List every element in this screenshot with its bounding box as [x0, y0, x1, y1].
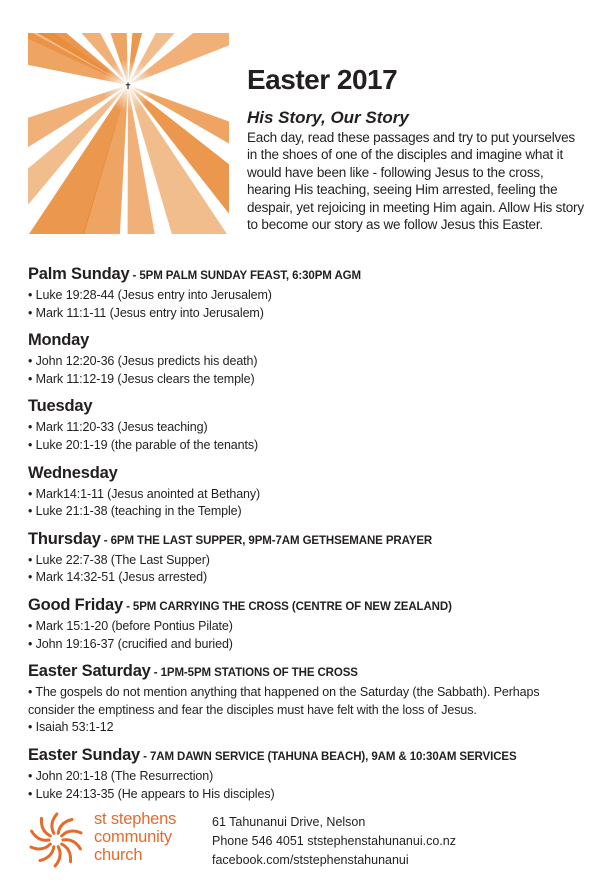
day-section	[28, 661, 588, 737]
day-name: Thursday	[28, 529, 101, 548]
day-name: Good Friday	[28, 595, 123, 614]
day-name: Easter Sunday	[28, 745, 141, 764]
sunburst-logo-icon	[26, 810, 88, 870]
reading-item: • Luke 20:1-19 (the parable of the tenants)	[28, 437, 259, 452]
day-name: Easter Saturday	[28, 662, 151, 681]
reading-item: • John 12:20-36 (Jesus predicts his death)	[28, 354, 258, 369]
page-subtitle: His Story, Our Story	[247, 108, 409, 127]
day-event: - 5PM PALM SUNDAY FEAST, 6:30PM AGM	[129, 270, 361, 282]
phone-website[interactable]: Phone 546 4051 ststephenstahunanui.co.nz	[212, 834, 456, 848]
logo-spoke	[62, 844, 71, 862]
reading-item: • Mark 11:12-19 (Jesus clears the temple)	[28, 371, 255, 386]
day-name: Wednesday	[28, 463, 118, 482]
day-section	[28, 529, 588, 587]
logo-spoke	[55, 847, 60, 866]
reading-item: • Mark 11:1-11 (Jesus entry into Jerusalem)	[28, 305, 264, 320]
address: 61 Tahunanui Drive, Nelson	[212, 815, 366, 829]
church-logo	[26, 810, 206, 870]
contact-info	[212, 813, 456, 870]
logo-line: st stephens	[94, 810, 177, 828]
reading-item: • Luke 21:1-38 (teaching in the Temple)	[28, 504, 242, 519]
day-event: - 5PM CARRYING THE CROSS (CENTRE OF NEW ZEALAND)	[122, 600, 452, 613]
day-section	[28, 396, 588, 454]
day-event: - 1PM-5PM STATIONS OF THE CROSS	[150, 667, 358, 680]
reading-item: • Luke 19:28-44 (Jesus entry into Jerusalem)	[28, 288, 272, 302]
day-section	[28, 330, 588, 388]
svg-text:✝: ✝	[124, 82, 132, 92]
reading-item: • Luke 24:13-35 (He appears to His disciples)	[28, 786, 275, 801]
page-title: Easter 2017	[247, 64, 398, 95]
reading-item: • The gospels do not mention anything that happened on the Saturday (the Sabbath). Perhaps consider the emptiness and fear the disciples must have felt with the loss of Jesus.	[28, 685, 540, 717]
logo-spoke	[52, 814, 57, 833]
day-event: - 6PM THE LAST SUPPER, 9PM-7AM GETHSEMANE PRAYER	[100, 534, 433, 547]
intro-paragraph: Each day, read these passages and try to put yourselves in the shoes of one of the disciples and imagine what it would have been like - following Jesus to the cross, hearing His teaching, seeing Him arrested, feeling the despair, yet rejoicing in meeting Him again. Allow His story to become our story as we follow Jesus this Easter.	[247, 130, 584, 233]
logo-text	[94, 810, 176, 864]
daily-readings-schedule	[28, 264, 588, 811]
logo-spoke	[41, 818, 50, 836]
cross-light-rays-image	[28, 33, 229, 234]
reading-item: • John 19:16-37 (crucified and buried)	[28, 636, 233, 651]
logo-spoke	[62, 831, 81, 836]
day-name: Monday	[28, 331, 90, 350]
reading-item: • Mark 11:20-33 (Jesus teaching)	[28, 420, 208, 435]
day-section	[28, 264, 588, 322]
reading-item: • Mark14:1-11 (Jesus anointed at Bethany)	[28, 486, 261, 501]
day-section	[28, 463, 588, 521]
logo-line: church	[94, 846, 143, 864]
reading-item: • John 20:1-18 (The Resurrection)	[28, 768, 214, 783]
reading-item: • Luke 22:7-38 (The Last Supper)	[28, 552, 210, 567]
logo-line: community	[94, 828, 172, 846]
day-section	[28, 745, 588, 803]
day-section	[28, 595, 588, 653]
reading-item: • Isaiah 53:1-12	[28, 720, 114, 735]
day-name: Palm Sunday	[28, 265, 130, 283]
reading-item: • Mark 14:32-51 (Jesus arrested)	[28, 570, 208, 585]
logo-spoke	[31, 844, 50, 849]
day-name: Tuesday	[28, 397, 93, 416]
reading-item: • Mark 15:1-20 (before Pontius Pilate)	[28, 618, 233, 633]
facebook-link[interactable]: facebook.com/ststephenstahunanui	[212, 853, 409, 867]
day-event: - 7AM DAWN SERVICE (TAHUNA BEACH), 9AM & 10:30AM SERVICES	[140, 750, 517, 763]
